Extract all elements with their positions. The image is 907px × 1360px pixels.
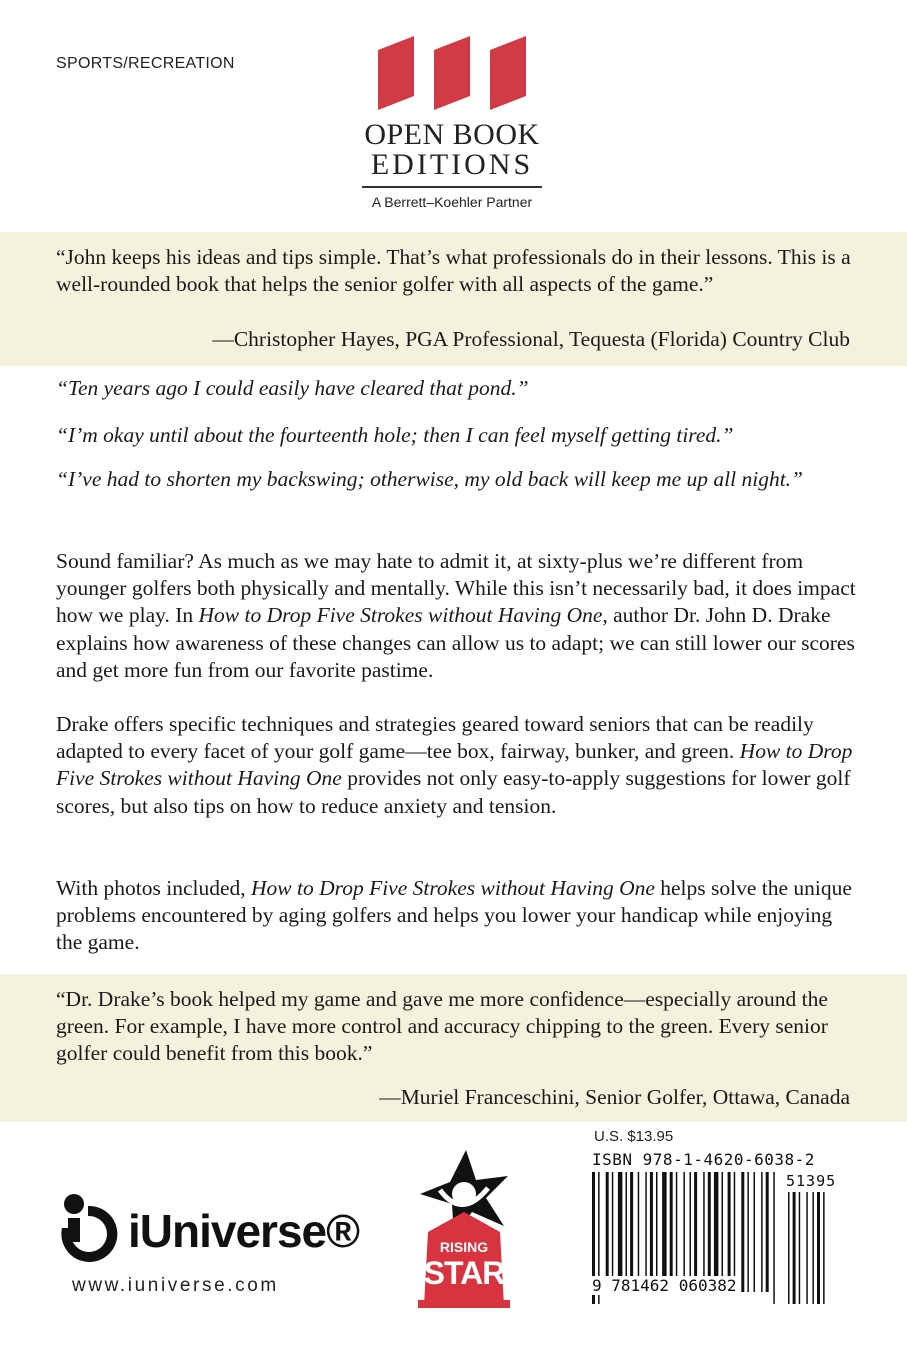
body-paragraph-3: With photos included, How to Drop Five Strokes without Having One helps solve the unique problems encountered by aging golfers and helps you lower your handicap while enjoying the game. — [56, 876, 852, 955]
iuniverse-person-icon — [56, 1192, 120, 1264]
book-title: How to Drop Five Strokes without Having One — [198, 603, 603, 628]
iuniverse-logo — [56, 1192, 360, 1269]
endorsement-attribution-1: —Christopher Hayes, PGA Professional, Tequesta (Florida) Country Club — [212, 327, 850, 351]
body-paragraph-1: Sound familiar? As much as we may hate to admit it, at sixty-plus we’re different from younger golfers both physically and mentally. While this isn’t necessarily bad, it does impact how we play. In How to Drop Five Strokes without Having One, author Dr. John D. Drake explains how awareness of these changes can allow us to adapt; we can still lower our scores and get more fun from our favorite pastime. — [56, 549, 856, 682]
publisher-partner: A Berrett–Koehler Partner — [371, 194, 533, 210]
italic-quote-2: “I’m okay until about the fourteenth hole; then I can feel myself getting tired.” — [56, 423, 734, 447]
open-book-icon — [364, 34, 540, 110]
publisher-name-line1: OPEN BOOK — [364, 118, 540, 151]
endorsement-attribution-2: —Muriel Franceschini, Senior Golfer, Ottawa, Canada — [379, 1085, 850, 1109]
star-label: STAR — [423, 1255, 505, 1291]
rising-label: RISING — [439, 1239, 489, 1255]
italic-quote-3: “I’ve had to shorten my backswing; otherwise, my old back will keep me up all night.” — [56, 467, 803, 491]
iuniverse-wordmark: iUniverse® — [128, 1205, 360, 1257]
barcode-addon-number: 51395 — [786, 1172, 837, 1190]
book-title: How to Drop Five Strokes without Having One — [56, 739, 853, 791]
publisher-name-line2: EDITIONS — [370, 148, 534, 181]
italic-quote-1: “Ten years ago I could easily have cleared that pond.” — [56, 376, 529, 400]
isbn-label: ISBN 978-1-4620-6038-2 — [592, 1150, 815, 1169]
publisher-logo — [352, 34, 552, 210]
barcode-number: 9 781462 060382 — [592, 1276, 737, 1295]
endorsement-quote-1: “John keeps his ideas and tips simple. That’s what professionals do in their lessons. This is a well-rounded book that helps the senior golfer with all aspects of the game.” — [56, 245, 851, 296]
price-label: U.S. $13.95 — [594, 1128, 674, 1145]
publisher-divider — [362, 186, 542, 188]
book-title: How to Drop Five Strokes without Having One — [251, 876, 655, 900]
rising-star-badge — [404, 1150, 524, 1310]
body-paragraph-2: Drake offers specific techniques and strategies geared toward seniors that can be readily adapted to every facet of your golf game—tee box, fairway, bunker, and green. How to Drop Five Strokes without Having One provides not only easy-to-apply suggestions for lower golf scores, but also tips on how to reduce anxiety and tension. — [56, 712, 853, 818]
iuniverse-url: www.iuniverse.com — [72, 1275, 279, 1296]
category-label: SPORTS/RECREATION — [56, 55, 235, 72]
endorsement-quote-2: “Dr. Drake’s book helped my game and gave me more confidence—especially around the green. For example, I have more control and accuracy chipping to the green. Every senior golfer could benefit from this book.” — [56, 987, 828, 1065]
